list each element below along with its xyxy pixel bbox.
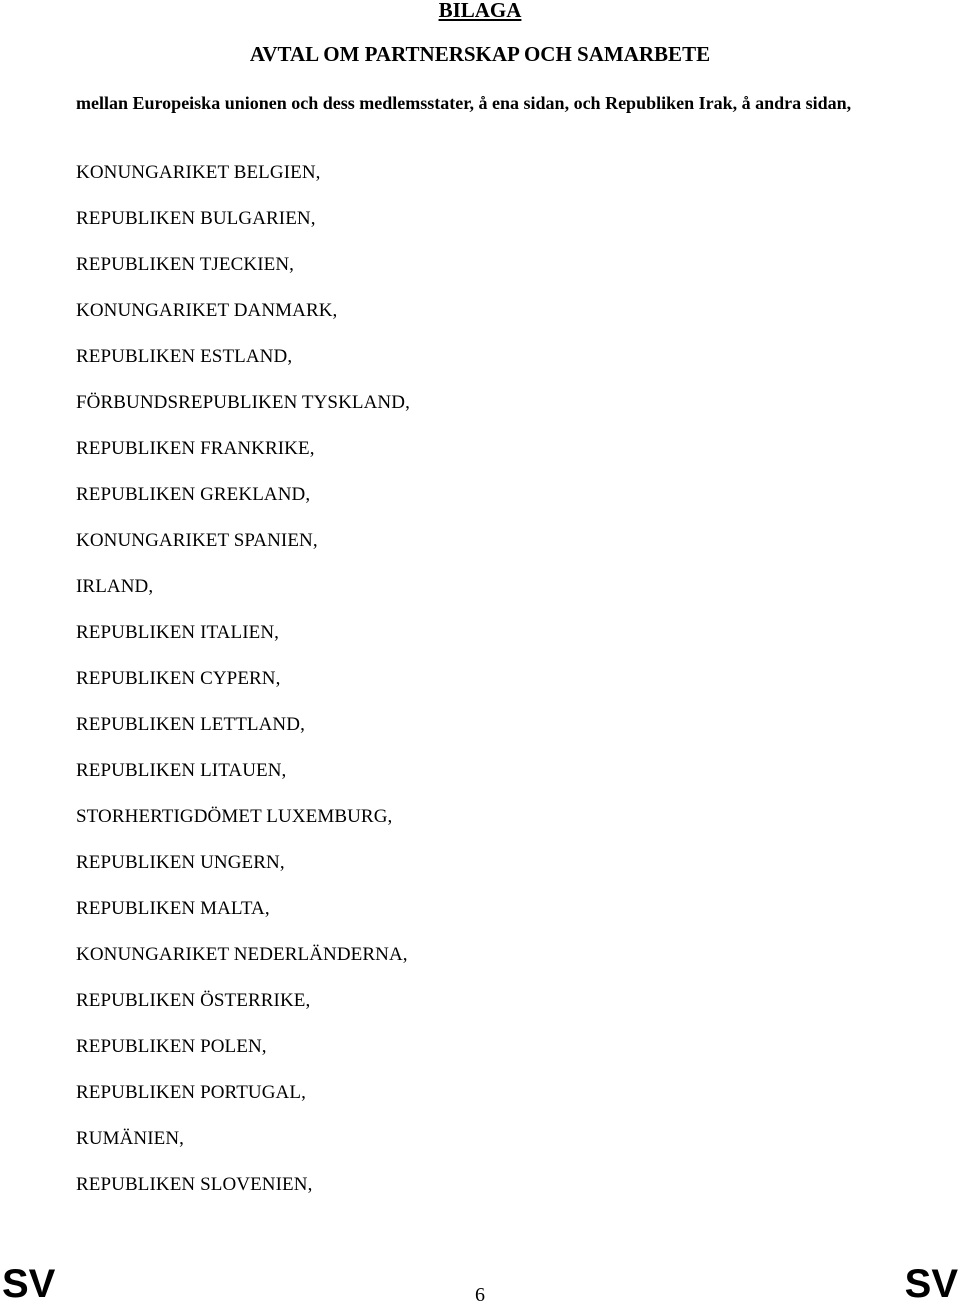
footer-language-right: SV — [904, 1262, 958, 1306]
party-item: REPUBLIKEN ITALIEN, — [76, 622, 280, 643]
party-item: STORHERTIGDÖMET LUXEMBURG, — [76, 806, 393, 827]
party-item: KONUNGARIKET SPANIEN, — [76, 530, 318, 551]
document-subtitle: mellan Europeiska unionen och dess medlemsstater, å ena sidan, och Republiken Irak, å andra sidan, — [76, 93, 852, 113]
party-item: REPUBLIKEN POLEN, — [76, 1036, 267, 1057]
party-item: IRLAND, — [76, 576, 154, 597]
party-item: REPUBLIKEN UNGERN, — [76, 852, 285, 873]
party-item: REPUBLIKEN MALTA, — [76, 898, 270, 919]
page-number: 6 — [475, 1284, 485, 1306]
party-item: FÖRBUNDSREPUBLIKEN TYSKLAND, — [76, 392, 410, 413]
document-title: AVTAL OM PARTNERSKAP OCH SAMARBETE — [249, 42, 711, 66]
party-item: REPUBLIKEN ÖSTERRIKE, — [76, 990, 311, 1011]
footer-language-left: SV — [2, 1262, 56, 1306]
party-item: KONUNGARIKET DANMARK, — [76, 300, 338, 321]
party-item: KONUNGARIKET BELGIEN, — [76, 162, 321, 183]
party-item: REPUBLIKEN ESTLAND, — [76, 346, 293, 367]
party-item: KONUNGARIKET NEDERLÄNDERNA, — [76, 944, 408, 965]
party-item: REPUBLIKEN PORTUGAL, — [76, 1082, 306, 1103]
party-item: REPUBLIKEN TJECKIEN, — [76, 254, 295, 275]
party-item: REPUBLIKEN BULGARIEN, — [76, 208, 316, 229]
party-item: REPUBLIKEN GREKLAND, — [76, 484, 311, 505]
annex-label: BILAGA — [438, 0, 522, 22]
party-item: REPUBLIKEN FRANKRIKE, — [76, 438, 315, 459]
parties-list — [76, 160, 410, 1218]
party-item: REPUBLIKEN LITAUEN, — [76, 760, 287, 781]
party-item: RUMÄNIEN, — [76, 1128, 185, 1149]
party-item: REPUBLIKEN SLOVENIEN, — [76, 1174, 313, 1195]
party-item: REPUBLIKEN CYPERN, — [76, 668, 281, 689]
party-item: REPUBLIKEN LETTLAND, — [76, 714, 305, 735]
